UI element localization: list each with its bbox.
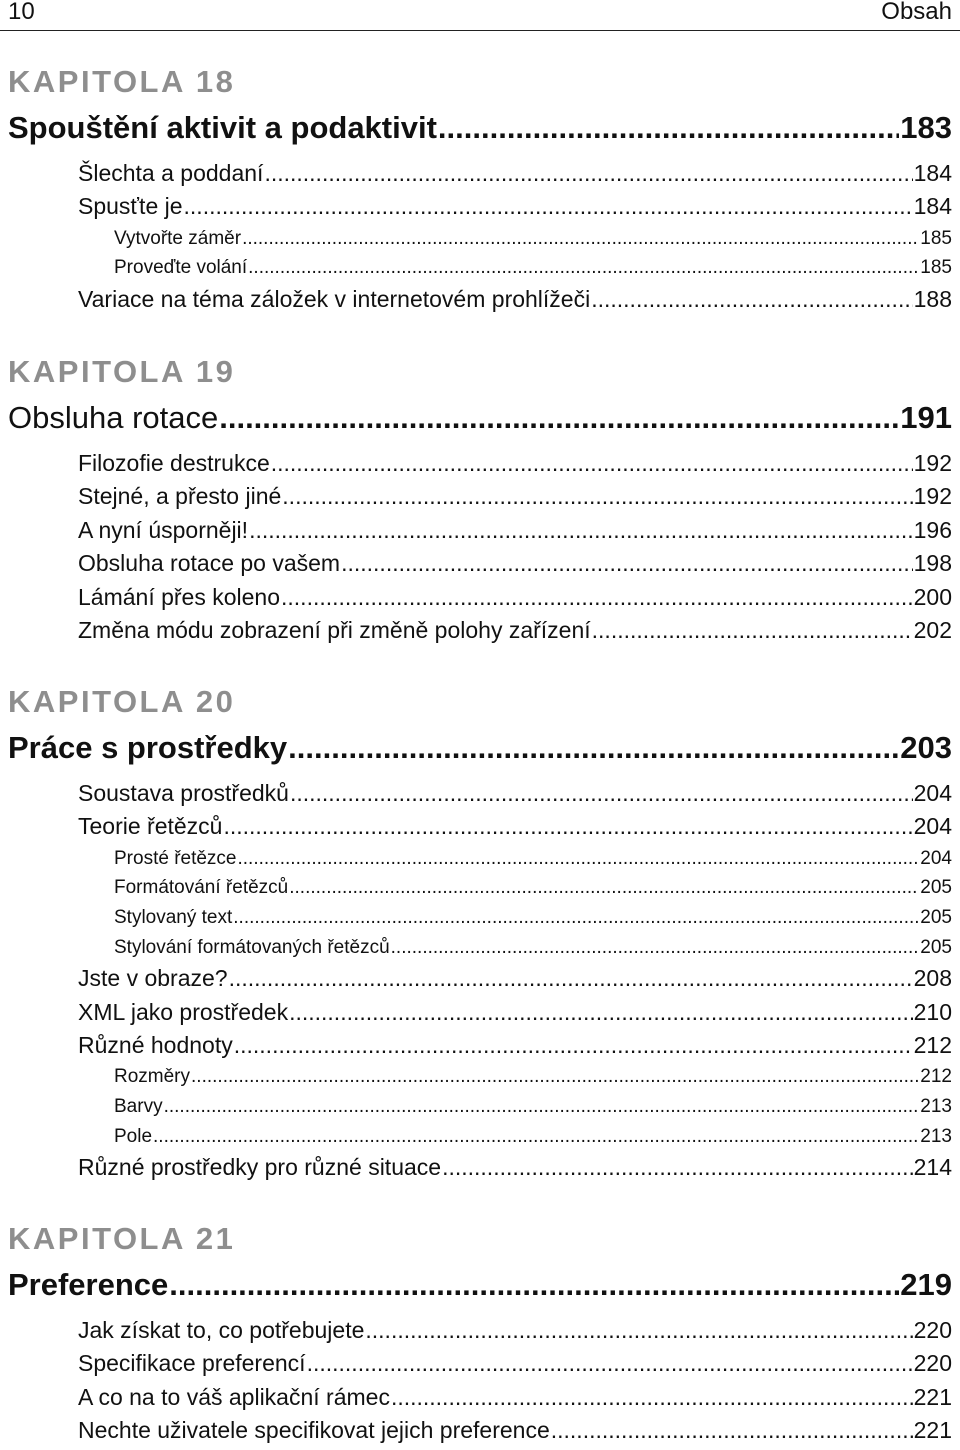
- dot-leader: [264, 157, 912, 190]
- dot-leader: [391, 933, 920, 963]
- toc-entry[interactable]: [78, 810, 952, 843]
- chapter-title: Preference: [8, 1267, 169, 1302]
- toc-entry[interactable]: [78, 777, 952, 810]
- entry-title: Různé prostředky pro různé situace: [78, 1154, 442, 1181]
- dot-leader: [242, 224, 919, 254]
- toc-entry[interactable]: [78, 447, 952, 480]
- chapter-label: KAPITOLA 20: [8, 684, 236, 719]
- dot-leader: [169, 1262, 899, 1308]
- entry-title: XML jako prostředek: [78, 998, 289, 1025]
- toc-entry[interactable]: [78, 996, 952, 1029]
- dot-leader: [442, 1151, 913, 1184]
- entry-title: Pole: [114, 1125, 153, 1147]
- entry-page: 198: [913, 550, 952, 577]
- toc-entry[interactable]: [78, 190, 952, 223]
- entry-title: Změna módu zobrazení při změně polohy zařízení: [78, 616, 591, 643]
- chapter-21: [8, 1219, 952, 1448]
- chapter-title-entry[interactable]: [8, 1262, 952, 1308]
- entry-title: Variace na téma záložek v internetovém prohlížeči: [78, 285, 591, 312]
- entry-title: Proveďte volání: [114, 257, 248, 279]
- dot-leader: [365, 1314, 912, 1347]
- toc-entries: [8, 1314, 952, 1448]
- toc-entries: [8, 447, 952, 647]
- dot-leader: [438, 105, 899, 151]
- chapter-title-entry[interactable]: [8, 395, 952, 441]
- entry-page: 184: [913, 160, 952, 186]
- entry-page: 185: [920, 227, 952, 249]
- dot-leader: [591, 283, 912, 316]
- dot-leader: [238, 844, 920, 874]
- toc-entries: [8, 777, 952, 1185]
- entry-title: Spusťte je: [78, 193, 183, 220]
- dot-leader: [234, 1029, 913, 1062]
- chapter-label: KAPITOLA 18: [8, 64, 236, 99]
- toc-entry[interactable]: [78, 547, 952, 580]
- chapter-title: Práce s prostředky: [8, 730, 288, 765]
- entry-title: Teorie řetězců: [78, 813, 223, 840]
- entry-title: Stejné, a přesto jiné: [78, 483, 282, 510]
- chapter-page: 219: [900, 1267, 952, 1302]
- entry-title: Rozměry: [114, 1066, 191, 1088]
- toc-entry[interactable]: [78, 480, 952, 513]
- entry-page: 196: [913, 516, 952, 543]
- entry-title: Stylování formátovaných řetězců: [114, 936, 390, 958]
- toc-subentry[interactable]: [114, 1122, 952, 1152]
- entry-title: Jak získat to, co potřebujete: [78, 1317, 365, 1343]
- entry-title: Jste v obraze?: [78, 965, 228, 992]
- entry-page: 213: [920, 1125, 952, 1147]
- dot-leader: [249, 514, 913, 547]
- page-number: 10: [8, 0, 35, 25]
- entry-title: A co na to váš aplikační rámec: [78, 1383, 390, 1410]
- entry-title: Lámání přes koleno: [78, 583, 281, 610]
- entry-page: 205: [920, 906, 952, 928]
- dot-leader: [229, 962, 913, 995]
- toc-entry[interactable]: [78, 1151, 952, 1184]
- entry-page: 221: [913, 1383, 952, 1410]
- chapter-title: Obsluha rotace: [8, 400, 219, 435]
- dot-leader: [281, 581, 913, 614]
- dot-leader: [233, 903, 919, 933]
- dot-leader: [289, 873, 919, 903]
- entry-title: Nechte uživatele specifikovat jejich preference: [78, 1417, 550, 1444]
- dot-leader: [223, 810, 912, 843]
- entry-page: 192: [913, 483, 952, 510]
- toc-entry[interactable]: [78, 1414, 952, 1447]
- entry-title: Prosté řetězce: [114, 847, 237, 869]
- dot-leader: [282, 480, 912, 513]
- entry-title: Stylovaný text: [114, 906, 233, 928]
- chapter-20: [8, 682, 952, 1185]
- toc-subentry[interactable]: [114, 253, 952, 283]
- entry-page: 184: [913, 193, 952, 220]
- dot-leader: [248, 253, 919, 283]
- toc-entry[interactable]: [78, 283, 952, 316]
- toc-subentry[interactable]: [114, 844, 952, 874]
- chapter-page: 203: [900, 730, 952, 765]
- chapter-18: [8, 62, 952, 316]
- entry-title: Soustava prostředků: [78, 780, 289, 806]
- entry-title: Formátování řetězců: [114, 877, 289, 899]
- page-header: [0, 0, 960, 31]
- toc-subentry[interactable]: [114, 933, 952, 963]
- dot-leader: [191, 1062, 919, 1092]
- entry-page: 220: [913, 1350, 952, 1377]
- dot-leader: [184, 190, 913, 223]
- dot-leader: [592, 614, 913, 647]
- entry-title: A nyní úsporněji!: [78, 516, 249, 543]
- entry-page: 212: [913, 1031, 952, 1058]
- toc-subentry[interactable]: [114, 1062, 952, 1092]
- chapter-label: KAPITOLA 21: [8, 1221, 236, 1256]
- dot-leader: [391, 1381, 913, 1414]
- entry-page: 213: [920, 1095, 952, 1117]
- section-title: Obsah: [881, 0, 952, 25]
- entry-page: 192: [913, 450, 952, 476]
- dot-leader: [290, 777, 913, 810]
- toc-subentry[interactable]: [114, 1092, 952, 1122]
- entry-page: 220: [913, 1317, 952, 1343]
- dot-leader: [551, 1414, 913, 1447]
- dot-leader: [164, 1092, 920, 1122]
- dot-leader: [288, 725, 899, 771]
- entry-page: 185: [920, 257, 952, 279]
- chapter-title-entry[interactable]: [8, 725, 952, 771]
- chapter-19: [8, 352, 952, 647]
- toc-entries: [8, 157, 952, 316]
- toc-entry[interactable]: [78, 1381, 952, 1414]
- toc-subentry[interactable]: [114, 224, 952, 254]
- entry-page: 208: [913, 965, 952, 992]
- entry-title: Filozofie destrukce: [78, 450, 270, 476]
- chapter-title: Spouštění aktivit a podaktivit: [8, 110, 437, 145]
- toc-entry[interactable]: [78, 514, 952, 547]
- entry-page: 204: [920, 847, 952, 869]
- entry-page: 221: [913, 1417, 952, 1444]
- toc-entry[interactable]: [78, 1029, 952, 1062]
- entry-page: 210: [913, 998, 952, 1025]
- entry-page: 212: [920, 1066, 952, 1088]
- entry-page: 202: [913, 616, 952, 643]
- entry-page: 204: [913, 813, 952, 840]
- dot-leader: [307, 1347, 913, 1380]
- dot-leader: [153, 1122, 919, 1152]
- dot-leader: [341, 547, 913, 580]
- chapter-page: 191: [900, 400, 952, 435]
- entry-page: 205: [920, 936, 952, 958]
- entry-title: Různé hodnoty: [78, 1031, 233, 1058]
- entry-title: Barvy: [114, 1095, 163, 1117]
- dot-leader: [289, 996, 913, 1029]
- entry-title: Specifikace preferencí: [78, 1350, 306, 1377]
- toc-entry[interactable]: [78, 614, 952, 647]
- toc-entry[interactable]: [78, 157, 952, 190]
- toc-entry[interactable]: [78, 1314, 952, 1347]
- toc-entry[interactable]: [78, 962, 952, 995]
- toc-entry[interactable]: [78, 1347, 952, 1380]
- entry-title: Vytvořte záměr: [114, 227, 242, 249]
- dot-leader: [219, 395, 899, 441]
- entry-page: 204: [913, 780, 952, 806]
- toc-subentry[interactable]: [114, 903, 952, 933]
- chapter-title-entry[interactable]: [8, 105, 952, 151]
- entry-page: 205: [920, 877, 952, 899]
- toc-subentry[interactable]: [114, 873, 952, 903]
- entry-title: Šlechta a poddaní: [78, 160, 264, 186]
- entry-page: 214: [913, 1154, 952, 1181]
- chapter-label: KAPITOLA 19: [8, 354, 236, 389]
- entry-page: 200: [913, 583, 952, 610]
- entry-page: 188: [913, 285, 952, 312]
- dot-leader: [271, 447, 913, 480]
- chapter-page: 183: [900, 110, 952, 145]
- entry-title: Obsluha rotace po vašem: [78, 550, 341, 577]
- toc-entry[interactable]: [78, 581, 952, 614]
